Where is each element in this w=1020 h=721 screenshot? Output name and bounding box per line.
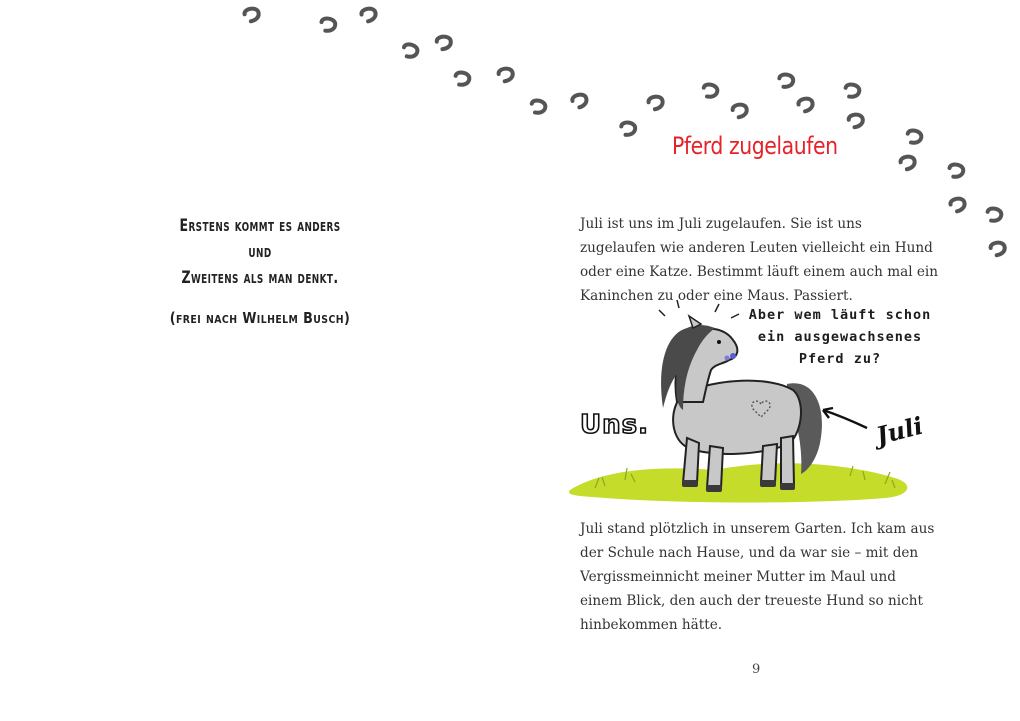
hoofprint-icon [454,72,470,87]
speech-line-1: Aber wem läuft schon [748,307,932,323]
speech-line-3: Pferd zu? [798,351,882,367]
hoofprint-icon [621,122,636,136]
chapter-title: Pferd zugelaufen [672,132,838,160]
hoofprint-icon [948,164,964,178]
hoofprint-icon [986,208,1002,223]
speech-text [740,304,940,370]
hoofprint-icon [848,114,863,128]
hoofprint-icon [779,74,794,88]
hoofprint-icon [498,68,514,82]
hoofprint-icon [844,84,860,99]
hoofprint-icon [244,8,260,23]
hoofprint-icon [990,242,1006,256]
page-number: 9 [752,662,761,677]
hoofprint-icon [320,18,336,32]
motto-line-1: Erstens kommt es anders [179,216,341,236]
motto-line-2: und [248,242,272,262]
juli-label: Juli [873,410,926,451]
hoofprint-icon [950,197,966,212]
hoofprint-icon [702,83,718,98]
motto-block [150,213,370,327]
hoofprint-icon [571,93,588,109]
uns-label: Uns. [580,410,649,440]
hoofprint-icon [648,96,664,111]
hoofprint-icon [361,7,377,22]
motto-source: (frei nach Wilhelm Busch) [169,309,351,327]
hoofprint-icon [900,156,916,171]
speech-line-2: ein ausgewachsenes [757,329,923,345]
hoofprint-icon [436,36,451,50]
hoofprint-icon [906,129,922,144]
motto-line-3: Zweitens als man denkt. [181,268,339,288]
hoofprint-icon [732,104,748,118]
hoofprint-icon [530,99,546,114]
hoofprint-icon [798,97,814,112]
paragraph-1: Juli ist uns im Juli zugelaufen. Sie ist uns zugelaufen wie anderen Leuten vielleicht ein Hund oder eine Katze. Bestimmt läuft einem auch mal ein Kaninchen zu oder eine Maus. Passiert. [580,216,939,304]
hoofprint-icon [402,43,419,59]
paragraph-2: Juli stand plötzlich in unserem Garten. Ich kam aus der Schule nach Hause, und da war sie – mit den Vergissmeinnicht meiner Mutter im Maul und einem Blick, den auch der treueste Hund so nicht hinbekommen hätte. [580,521,935,633]
